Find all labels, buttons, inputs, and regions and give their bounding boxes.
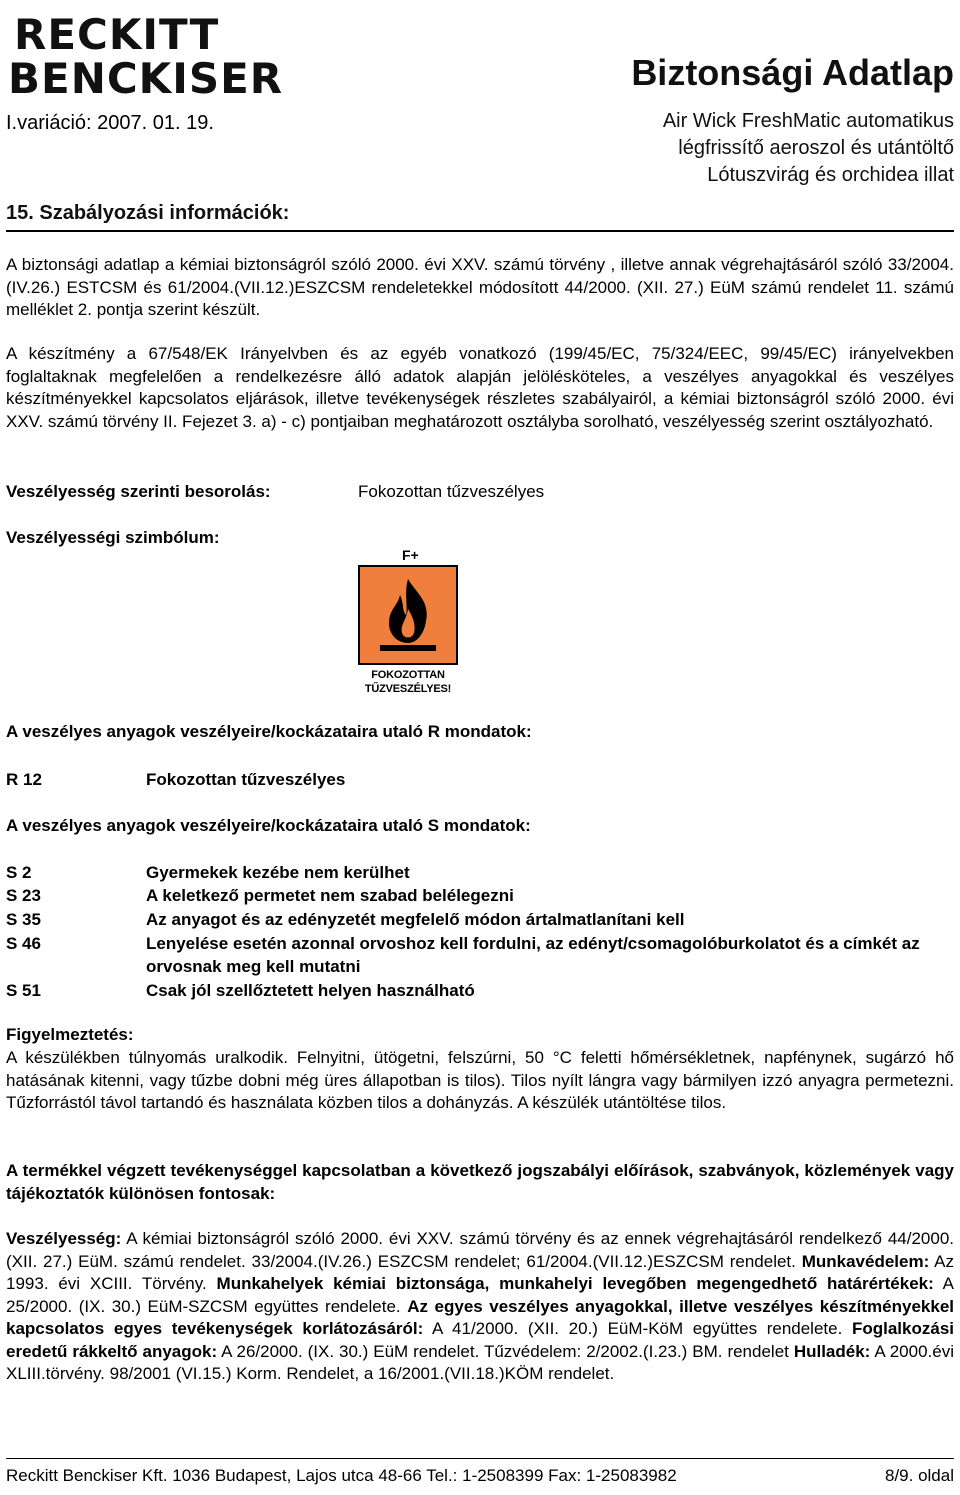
s-phrase-text: Az anyagot és az edényzetét megfelelő módon ártalmatlanítani kell [146,910,685,929]
s-phrase-code: S 35 [6,910,41,929]
hazard-caption-line-1: FOKOZOTTAN [371,669,445,681]
r-phrase-text: Fokozottan tűzveszélyes [146,770,346,789]
list-item [6,861,954,884]
list-item [6,908,954,931]
s-phrase-code: S 46 [6,934,41,953]
legal-text-labour-safety: Az 1993. évi XCIII. Törvény. [6,1251,955,1293]
legal-text-carcinogens: A 26/2000. (IX. 30.) EüM rendelet. Tűzvédelem: 2/2002.(I.23.) BM. rendelet [217,1341,794,1361]
s-phrase-text: Gyermekek kezébe nem kerülhet [146,863,410,882]
legal-key-labour-safety: Munkavédelem: [801,1251,930,1271]
s-phrase-code: S 23 [6,886,41,905]
product-name-line-2: légfrissítő aeroszol és utántöltő [678,137,954,159]
list-item [6,884,954,907]
legal-key-hazard: Veszélyesség: [6,1229,122,1248]
s-phrase-code: S 51 [6,981,41,1000]
r-phrase-code: R 12 [6,770,42,789]
warning-heading: Figyelmeztetés: [6,1025,134,1044]
legal-key-waste: Hulladék: [793,1341,871,1361]
legal-text [6,1228,954,1386]
symbol-label: Veszélyességi szimbólum: [6,528,220,547]
legal-key-restrictions: Az egyes veszélyes anyagokkal, illetve veszélyes készítményekkel kapcsolatos egyes tevékenységek korlátozásáról: [6,1296,954,1338]
classification-label: Veszélyesség szerinti besorolás: [6,482,271,501]
legal-text-restrictions: A 41/2000. (XII. 20.) EüM-KöM együttes rendelete. [423,1319,852,1338]
classification-value: Fokozottan tűzveszélyes [358,482,545,501]
footer-page-number: 8/9. oldal [885,1466,954,1485]
section-title: 15. Szabályozási információk: [6,202,290,224]
hazard-code: F+ [402,547,419,563]
section-divider [6,230,954,232]
hazard-caption-line-2: TŰZVESZÉLYES! [364,683,452,695]
list-item [6,768,954,791]
legal-text-hazard: A kémiai biztonságról szóló 2000. évi XXV. számú törvény és az ennek végrehajtásáról rendelkező 44/2000. (XII. 27.) EüM. számú rendelet. 33/2004.(IV.26.) ESZCSM rendelet; 61/2004.(VII.12.)ESZCSM rendelet. [6,1229,954,1271]
s-phrases-heading: A veszélyes anyagok veszélyeire/kockázataira utaló S mondatok: [6,816,531,835]
legal-key-carcinogens: Foglalkozási eredetű rákkeltő anyagok: [6,1319,954,1361]
hazard-symbol [358,545,458,701]
footer-company: Reckitt Benckiser Kft. 1036 Budapest, Lajos utca 48-66 Tel.: 1-2508399 Fax: 1-25083982 [6,1466,677,1485]
list-item [6,979,954,1002]
warning-text: A készülékben túlnyomás uralkodik. Felnyitni, ütögetni, felszúrni, 50 °C feletti hőmérsékletnek, napfénynek, sugárzó hő hatásának kitenni, vagy tűzbe dobni még üres állapotban is tilos). Tilos nyílt lángra vagy bármilyen izzó anyagra permetezni. Tűzforrástól távol tartandó és használata közben tilos a dohányzás. A készülék utántöltése tilos. [6,1048,954,1112]
version-label: I.variáció: 2007. 01. 19. [6,112,214,134]
legal-text-waste: A 2000.évi XLIII.törvény. 98/2001 (VI.15.) Korm. Rendelet, a 16/2001.(VII.18.)KÖM rendelet. [6,1341,954,1383]
document-title: Biztonsági Adatlap [631,52,954,93]
s-phrase-text: Csak jól szellőztetett helyen használható [146,981,475,1000]
product-name-line-1: Air Wick FreshMatic automatikus [662,110,954,132]
legal-text-workplace-chemical-safety: A 25/2000. (IX. 30.) EüM-SZCSM együttes rendelete. [6,1274,954,1316]
list-item [6,932,954,978]
flame-icon [358,565,458,665]
s-phrase-code: S 2 [6,863,32,882]
logo-line-2: BENCKISER [8,54,284,103]
legal-heading: A termékkel végzett tevékenységgel kapcsolatban a következő jogszabályi előírások, szabványok, közlemények vagy tájékoztatók különösen fontosak: [6,1161,954,1203]
legal-key-workplace-chemical-safety: Munkahelyek kémiai biztonsága, munkahelyi levegőben megengedhető határértékek: [216,1274,934,1293]
directive-paragraph: A készítmény a 67/548/EK Irányelvben és az egyéb vonatkozó (199/45/EC, 75/324/EEC, 99/45/EC) irányelvekben foglaltaknak megfelelően a rendelkezésre álló adatok alapján jelölésköteles, a veszélyes anyagokkal és veszélyes készítményekkel kapcsolatos eljárások, illetve tevékenységek részletes szabályairól, a kémiai biztonságról szóló 2000. évi XXV. számú törvény II. Fejezet 3. a) - c) pontjaiban meghatározott osztályba sorolható, veszélyesség szerint osztályozható. [6,344,954,431]
s-phrase-text: A keletkező permetet nem szabad belélegezni [146,886,514,905]
s-phrase-text: Lenyelése esetén azonnal orvoshoz kell fordulni, az edényt/csomagolóburkolatot és a címkét az orvosnak meg kell mutatni [146,934,920,976]
company-logo [8,10,298,103]
product-name-line-3: Lótuszvirág és orchidea illat [707,164,954,186]
r-phrases-heading: A veszélyes anyagok veszélyeire/kockázataira utaló R mondatok: [6,722,532,741]
logo-line-1: RECKITT [14,10,220,59]
intro-paragraph: A biztonsági adatlap a kémiai biztonságról szóló 2000. évi XXV. számú törvény , illetve annak végrehajtásáról szóló 33/2004.(IV.26.) ESTCSM és 61/2004.(VII.12.)ESZCSM rendeletekkel módosított 44/2000. (XII. 27.) EüM számú rendelet 11. számú melléklet 2. pontja szerint készült. [6,255,954,319]
footer-divider [6,1458,954,1459]
